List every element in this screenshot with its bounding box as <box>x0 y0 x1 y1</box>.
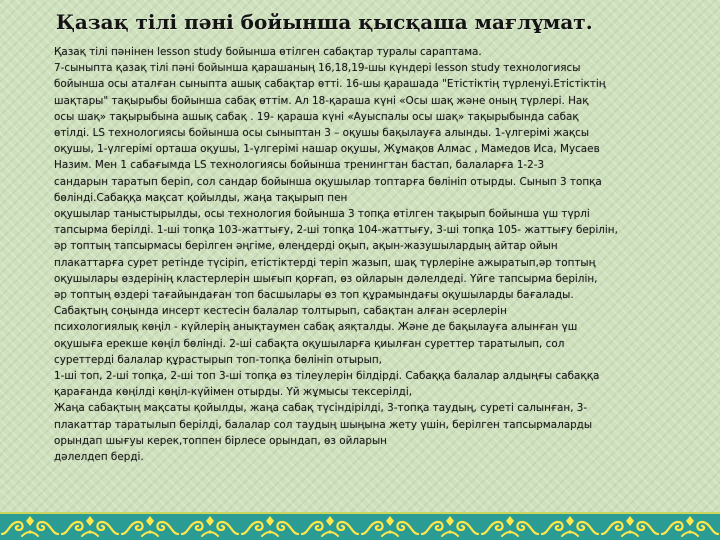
body-line: дәлелдеп берді. <box>54 451 144 464</box>
body-line: оқушылар таныстырылды, осы технология бойынша 3 топқа өтілген тақырып бойынша үш түрлі <box>54 208 590 221</box>
body-line: психологиялық көңіл - күйлерің анықтаумен сабақ аяқталды. Және де бақылауға алынған үш <box>54 321 578 334</box>
slide-title: Қазақ тілі пәні бойынша қысқаша мағлұмат. <box>56 10 593 34</box>
body-line: бойынша осы аталған сыныпта ашық сабақтар өтті. 16-шы қарашада "Етістіктің түрленуі.Етістіктің <box>54 78 606 91</box>
body-line: қарағанда көңілді көңіл-күйімен отырды. Үй жұмысы тексерілді, <box>54 386 413 399</box>
body-line: оқушы, 1-үлгерімі орташа оқушы, 1-үлгерімі нашар оқушы, Жұмақов Алмас , Мамедов Иса, Мусаев <box>54 143 600 156</box>
body-line: оқушыға ерекше көңіл бөлінді. 2-ші сабақта оқушыларға қиылған суреттер таратылып, сол <box>54 337 565 350</box>
body-line: сандарын таратып беріп, сол сандар бойынша оқушылар топтарға бөлініп отырды. Сынып 3 топқа <box>54 175 602 188</box>
body-line: Назим. Мен 1 сабағымда LS технологиясы бойынша тренингтан бастап, балаларға 1-2-3 <box>54 159 545 172</box>
kazakh-ornament-border-icon <box>0 512 720 540</box>
body-line: орындап шығуы керек,топпен бірлесе орындап, өз ойларын <box>54 434 387 447</box>
body-line: суреттерді балалар құрастырып топ-топқа бөлініп отырып, <box>54 353 382 366</box>
body-line: өтілді. LS технологиясы бойынша осы сыныптан 3 – оқушы бақылауға алынды. 1-үлгерімі жақсы <box>54 127 590 140</box>
body-line: осы шақ» тақырыбына ашық сабақ . 19- қараша күні «Ауыспалы осы шақ» тақырыбында сабақ <box>54 110 579 123</box>
body-line: 1-ші топ, 2-ші топқа, 2-ші топ 3-ші топқа өз тілеулерін білдірді. Сабаққа балалар алдыңғы сабаққа <box>54 370 600 383</box>
body-line: плакаттарға сурет ретінде түсіріп, етістіктерді теріп жазып, шақ түрлеріне ажыратып,әр топтың <box>54 256 596 269</box>
body-line: шақтары" тақырыбы бойынша сабақ өттім. Ал 18-қараша күні «Осы шақ және оның түрлері. Нақ <box>54 94 589 107</box>
slide-body <box>54 44 694 465</box>
body-line: Жаңа сабақтың мақсаты қойылды, жаңа сабақ түсіндірілді, 3-топқа таудың, суреті салынған, 3- <box>54 402 588 415</box>
body-line: Қазақ тілі пәнінен lesson study бойынша өтілген сабақтар туралы сараптама. <box>54 46 482 58</box>
body-line: плакаттар таратылып берілді, балалар сол таудың шыңына жету үшін, берілген тапсырмаларды <box>54 418 593 431</box>
body-line: тапсырма берілді. 1-ші топқа 103-жаттығу, 2-ші топқа 104-жаттығу, 3-ші топқа 105- жаттығу берілін, <box>54 224 618 237</box>
body-line: оқушылары өздерінің кластерлерін шығып қорғап, өз ойларын дәлелдеді. Үйге тапсырма берілін, <box>54 272 598 285</box>
body-line: 7-сыныпта қазақ тілі пәні бойынша қарашаның 16,18,19-шы күндері lesson study технологиясы <box>54 62 581 75</box>
body-line: бөлінді.Сабаққа мақсат қойылды, жаңа тақырып пен <box>54 191 348 204</box>
body-line: әр топтың өздері тағайындаған топ басшылары өз топ құрамындағы оқушыларды бағалады. <box>54 289 574 302</box>
body-line: әр топтың тапсырмасы берілген әңгіме, өлеңдерді оқып, ақын-жазушылардың айтар ойын <box>54 240 558 253</box>
body-line: Сабақтың соңында инсерт кестесін балалар толтырып, сабақтан алған әсерлерін <box>54 305 507 318</box>
